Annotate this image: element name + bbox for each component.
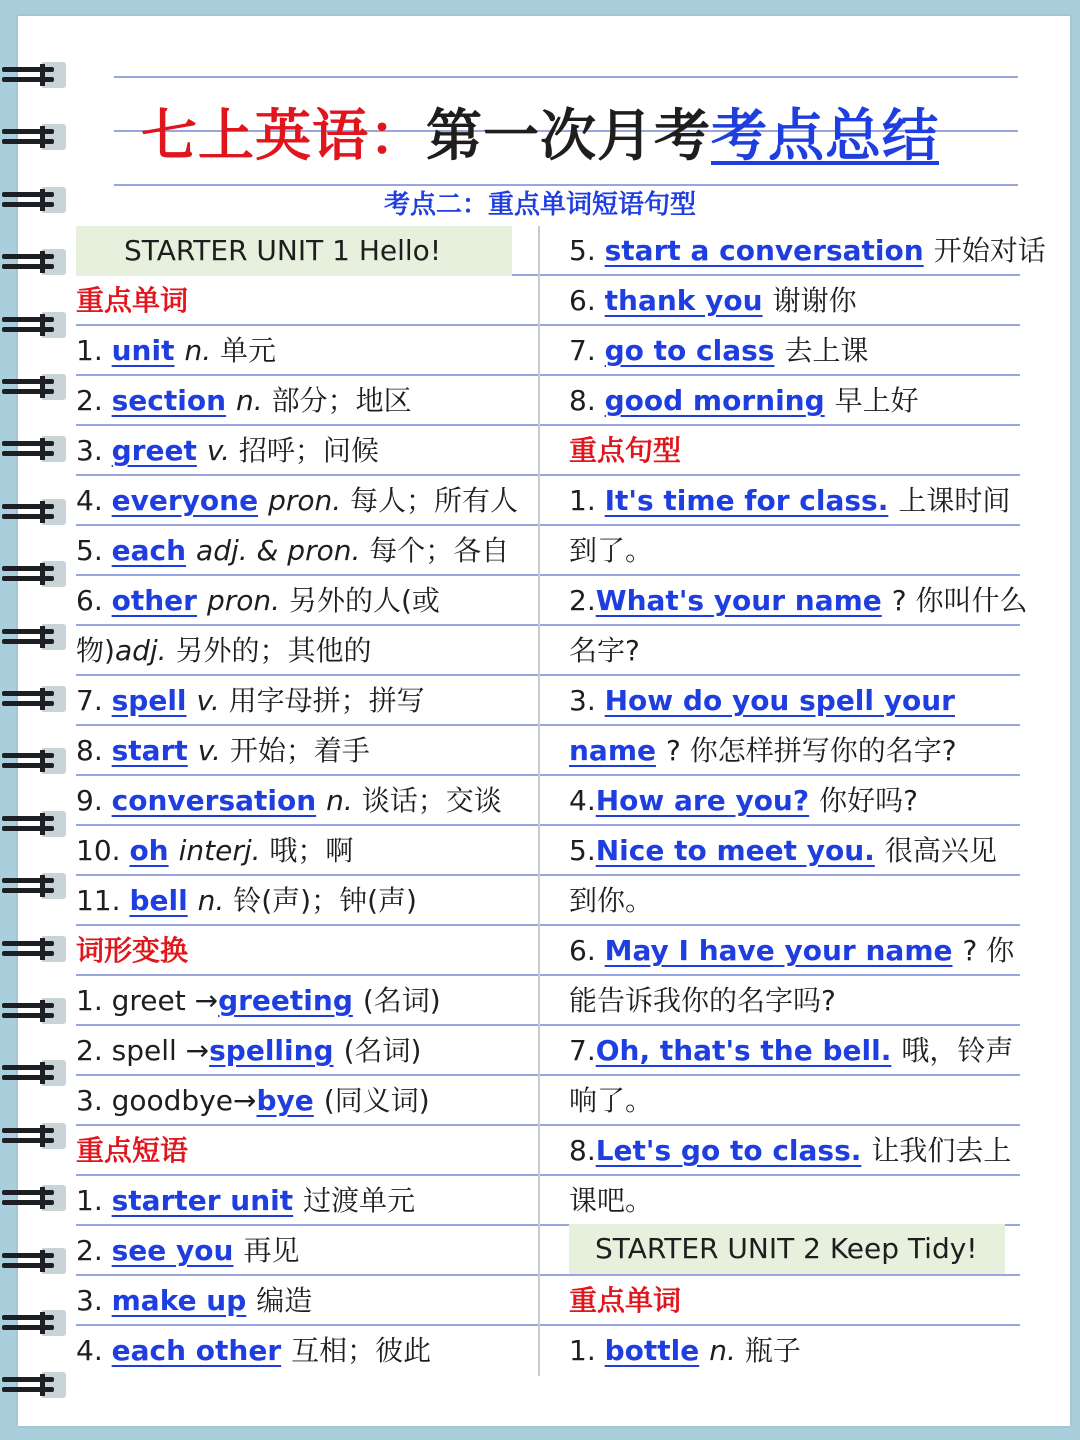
binding-ring [2, 686, 64, 712]
keyword [112, 334, 185, 367]
definition: ? 你叫什么 [891, 584, 1028, 617]
item-number: 2. [76, 384, 112, 417]
keyword-text: see you [111, 1234, 234, 1267]
item-number: 1. [76, 334, 112, 367]
keyword [112, 584, 207, 617]
keyword [605, 1334, 710, 1367]
item-number: 2. [569, 584, 596, 617]
definition: 去上课 [784, 334, 869, 367]
keyword-text: conversation [111, 784, 317, 817]
definition: 早上好 [834, 384, 919, 417]
keyword-text: spelling [209, 1034, 334, 1067]
item-number: 1. [569, 1334, 605, 1367]
keyword [605, 284, 773, 317]
keyword-text: good morning [604, 384, 825, 417]
keyword [605, 484, 899, 517]
phrase-item [76, 1326, 431, 1376]
item-number: 3. [569, 684, 605, 717]
keyword-text: everyone [111, 484, 259, 517]
binding-ring [2, 436, 64, 462]
word-item [76, 476, 518, 526]
word-item [76, 626, 371, 676]
title-blue: 考点总结 [711, 104, 939, 169]
item-number: 7. [569, 334, 605, 367]
binding-ring [2, 748, 64, 774]
item-number: 1. [76, 1184, 112, 1217]
keyword-text: make up [111, 1284, 247, 1317]
keyword [605, 384, 835, 417]
word-item [76, 326, 276, 376]
item-number: 5. [569, 234, 605, 267]
binding-ring [2, 811, 64, 837]
keyword-text: each [111, 534, 187, 567]
keyword [112, 784, 327, 817]
keyword-text: bottle [604, 1334, 700, 1367]
binding-ring [2, 499, 64, 525]
section-heading-phrases: 重点短语 [76, 1134, 189, 1167]
keyword [218, 984, 363, 1017]
keyword [112, 434, 207, 467]
page-subtitle: 考点二：重点单词短语句型 [383, 190, 696, 220]
keyword [605, 234, 934, 267]
form-item [76, 976, 441, 1026]
keyword-text: Nice to meet you. [595, 834, 875, 867]
phrase-item [76, 1176, 415, 1226]
definition: 另外的人(或 [280, 584, 440, 617]
keyword-text: each other [111, 1334, 282, 1367]
sentence-line [569, 976, 836, 1026]
binding-ring [2, 1372, 64, 1398]
sentence-line [569, 526, 653, 576]
binding-ring [2, 998, 64, 1024]
keyword-text: start a conversation [604, 234, 924, 267]
keyword-text: greet [111, 434, 197, 467]
keyword-text: section [111, 384, 227, 417]
phrase-item [76, 1276, 312, 1326]
binding-ring [2, 1123, 64, 1149]
part-of-speech: n. [184, 334, 212, 367]
keyword [596, 1134, 872, 1167]
part-of-speech: n. [326, 784, 353, 817]
definition: (同义词) [323, 1084, 430, 1117]
title-black: 第一次月考 [426, 104, 711, 169]
keyword-text: How are you? [595, 784, 810, 817]
keyword [596, 834, 885, 867]
item-prefix: 物) [76, 634, 115, 667]
keyword [605, 684, 965, 717]
keyword [112, 1334, 292, 1367]
definition: 哦；啊 [260, 834, 354, 867]
keyword [596, 784, 819, 817]
binding-ring [2, 249, 64, 275]
item-number: 11. [76, 884, 130, 917]
keyword [605, 934, 963, 967]
definition: 谢谢你 [772, 284, 857, 317]
part-of-speech: v. [206, 434, 231, 467]
item-prefix: 3. goodbye→ [76, 1084, 257, 1117]
keyword-text: name [569, 734, 656, 767]
definition: 互相；彼此 [291, 1334, 432, 1367]
part-of-speech: adj. [114, 634, 167, 667]
keyword [256, 1084, 323, 1117]
item-number: 6. [76, 584, 112, 617]
definition: 部分；地区 [262, 384, 412, 417]
sentence-line [569, 676, 965, 726]
keyword [129, 834, 178, 867]
item-number: 5. [76, 534, 112, 567]
section-heading-forms: 词形变换 [76, 934, 189, 967]
keyword [112, 734, 198, 767]
keyword-text: go to class [604, 334, 775, 367]
sentence-line [569, 1076, 653, 1126]
item-prefix: 到你。 [569, 884, 654, 917]
item-prefix: 2. spell → [76, 1034, 210, 1067]
page-title [0, 92, 1080, 172]
definition: 让我们去上 [871, 1134, 1012, 1167]
item-number: 7. [569, 1034, 596, 1067]
item-number: 4. [569, 784, 596, 817]
item-prefix: 1. greet → [76, 984, 219, 1017]
sentence-line [569, 876, 653, 926]
binding-ring [2, 312, 64, 338]
keyword-text: bye [256, 1084, 314, 1117]
keyword-text: Oh, that's the bell. [595, 1034, 892, 1067]
keyword-text: unit [111, 334, 175, 367]
keyword-text: start [111, 734, 188, 767]
keyword-text: How do you spell your [604, 684, 955, 717]
item-number: 4. [76, 484, 112, 517]
item-number: 1. [569, 484, 605, 517]
item-number: 6. [569, 934, 605, 967]
binding-ring [2, 936, 64, 962]
keyword [112, 384, 236, 417]
sentence-line [569, 1176, 653, 1226]
phrase-item [569, 326, 868, 376]
binding-ring [2, 624, 64, 650]
definition: (名词) [362, 984, 441, 1017]
part-of-speech: v. [197, 734, 221, 767]
item-number: 10. [76, 834, 130, 867]
word-item [76, 676, 425, 726]
keyword-text: oh [129, 834, 169, 867]
binding-ring [2, 873, 64, 899]
unit1-header: STARTER UNIT 1 Hello! [76, 226, 512, 276]
form-item [76, 1026, 421, 1076]
item-number: 6. [569, 284, 605, 317]
binding-ring [2, 561, 64, 587]
phrase-item [569, 226, 1046, 276]
item-number: 7. [76, 684, 112, 717]
keyword [209, 1034, 343, 1067]
keyword [596, 584, 892, 617]
part-of-speech: adj. & pron. [196, 534, 361, 567]
item-number: 8. [569, 1134, 596, 1167]
sentence-line [569, 1026, 1013, 1076]
part-of-speech: n. [709, 1334, 736, 1367]
binding-ring [2, 62, 64, 88]
sentence-line [569, 776, 918, 826]
sentence-line [569, 726, 957, 776]
definition: 另外的；其他的 [166, 634, 372, 667]
definition: 铃(声)；钟(声) [224, 884, 417, 917]
ruled-line [114, 76, 1018, 78]
column-divider [538, 226, 540, 1376]
definition: 每个；各自 [360, 534, 510, 567]
keyword-text: What's your name [595, 584, 882, 617]
definition: ? 你怎样拼写你的名字? [666, 734, 957, 767]
keyword-text: thank you [604, 284, 763, 317]
section-heading-words: 重点单词 [76, 284, 189, 317]
definition: 再见 [243, 1234, 300, 1267]
definition: 编造 [256, 1284, 313, 1317]
section-heading-sentences: 重点句型 [569, 434, 682, 467]
part-of-speech: pron. [268, 484, 342, 517]
unit2-header: STARTER UNIT 2 Keep Tidy! [569, 1224, 1005, 1274]
definition: 上课时间 [898, 484, 1011, 517]
item-prefix: 到了。 [569, 534, 654, 567]
keyword [605, 334, 785, 367]
keyword-text: starter unit [111, 1184, 294, 1217]
definition: 用字母拼；拼写 [219, 684, 425, 717]
word-item [569, 1326, 801, 1376]
keyword-text: Let's go to class. [595, 1134, 862, 1167]
form-item [76, 1076, 430, 1126]
item-prefix: 响了。 [569, 1084, 654, 1117]
definition: 开始；着手 [220, 734, 370, 767]
word-item [76, 726, 370, 776]
item-prefix: 课吧。 [569, 1184, 654, 1217]
part-of-speech: n. [197, 884, 225, 917]
definition: ? 你 [962, 934, 1015, 967]
word-item [76, 526, 509, 576]
keyword [112, 1234, 244, 1267]
keyword-text: bell [129, 884, 188, 917]
binding-ring [2, 1248, 64, 1274]
definition: 瓶子 [735, 1334, 801, 1367]
item-number: 8. [569, 384, 605, 417]
definition: (名词) [343, 1034, 422, 1067]
word-item [76, 876, 417, 926]
part-of-speech: v. [196, 684, 220, 717]
keyword [112, 534, 196, 567]
definition: 每人；所有人 [341, 484, 519, 517]
keyword-text: May I have your name [604, 934, 953, 967]
word-item [76, 576, 440, 626]
item-prefix: 能告诉我你的名字吗? [569, 984, 836, 1017]
keyword-text: It's time for class. [604, 484, 889, 517]
definition: 过渡单元 [303, 1184, 416, 1217]
item-number: 5. [569, 834, 596, 867]
title-red: 七上英语： [141, 104, 426, 169]
keyword [129, 884, 197, 917]
sentence-line [569, 626, 640, 676]
phrase-item [569, 276, 857, 326]
part-of-speech: pron. [206, 584, 281, 617]
sentence-line [569, 826, 997, 876]
item-number: 9. [76, 784, 112, 817]
keyword [112, 684, 197, 717]
item-number: 4. [76, 1334, 112, 1367]
definition: 很高兴见 [884, 834, 997, 867]
item-number: 3. [76, 434, 112, 467]
item-prefix: 名字? [569, 634, 640, 667]
phrase-item [76, 1226, 299, 1276]
keyword-text: other [111, 584, 197, 617]
word-item [76, 426, 379, 476]
part-of-speech: interj. [178, 834, 261, 867]
definition: 你好吗? [819, 784, 918, 817]
sentence-line [569, 476, 1010, 526]
section-heading-words-unit2: 重点单词 [569, 1284, 682, 1317]
binding-ring [2, 1060, 64, 1086]
binding-ring [2, 374, 64, 400]
part-of-speech: n. [236, 384, 263, 417]
sentence-line [569, 576, 1028, 626]
keyword [596, 1034, 902, 1067]
item-number: 2. [76, 1234, 112, 1267]
binding-ring [2, 1310, 64, 1336]
keyword [112, 1184, 304, 1217]
binding-ring [2, 1185, 64, 1211]
definition: 哦，铃声 [901, 1034, 1014, 1067]
word-item [76, 376, 412, 426]
sentence-line [569, 926, 1014, 976]
definition: 招呼；问候 [230, 434, 379, 467]
word-item [76, 776, 502, 826]
definition: 谈话；交谈 [352, 784, 502, 817]
keyword-text: greeting [218, 984, 353, 1017]
keyword-text: spell [111, 684, 187, 717]
definition: 单元 [211, 334, 277, 367]
keyword [112, 484, 268, 517]
word-item [76, 826, 353, 876]
keyword [112, 1284, 257, 1317]
sentence-line [569, 1126, 1011, 1176]
keyword [569, 734, 666, 767]
definition: 开始对话 [933, 234, 1046, 267]
phrase-item [569, 376, 919, 426]
item-number: 3. [76, 1284, 112, 1317]
item-number: 8. [76, 734, 112, 767]
